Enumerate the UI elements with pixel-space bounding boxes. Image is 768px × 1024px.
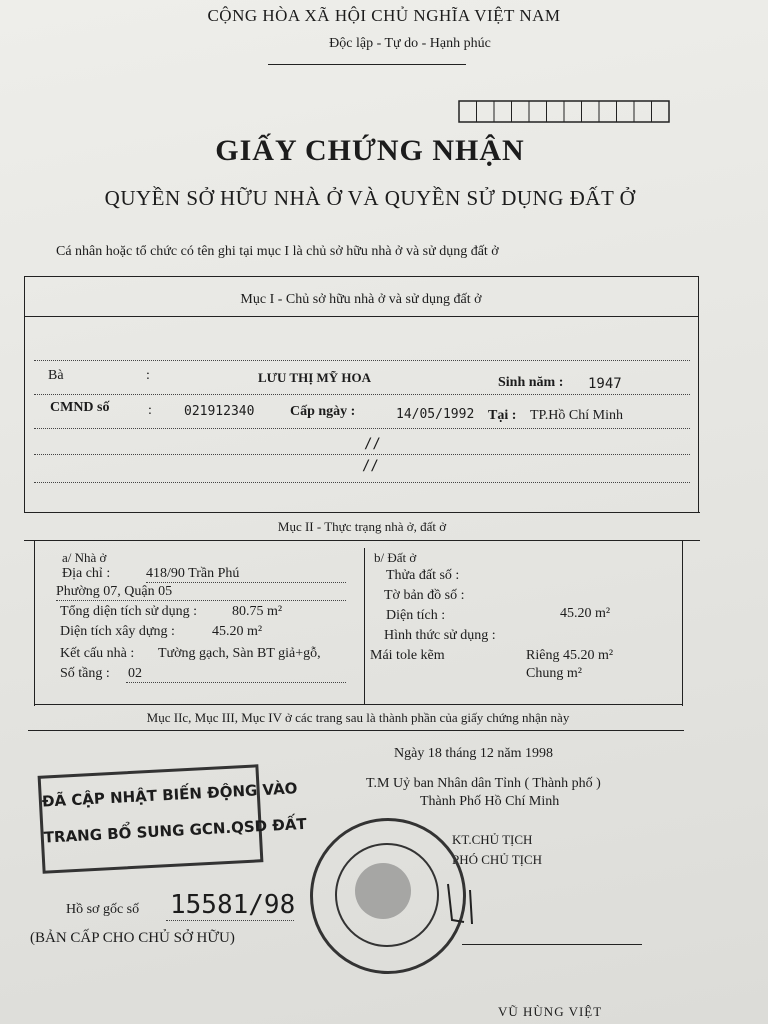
birth-year-value: 1947 (588, 376, 622, 392)
shared-area-value: Chung m² (526, 666, 582, 681)
section1-right-border (698, 276, 699, 512)
usage-form-label: Hình thức sử dụng : (384, 628, 496, 643)
section1-dotted-line (34, 428, 690, 429)
blank-mark: // (362, 458, 379, 474)
update-stamp-line1: ĐÃ CẬP NHẬT BIẾN ĐỘNG VÀO (41, 779, 298, 811)
signature-mark (440, 880, 500, 930)
continuation-note: Mục IIc, Mục III, Mục IV ở các trang sau là thành phần của giấy chứng nhận này (146, 710, 570, 725)
birth-year-label: Sinh năm : (498, 375, 564, 390)
section1-heading-divider (24, 316, 698, 317)
issue-date-label: Cấp ngày : (290, 404, 356, 419)
floors-dotted-line (126, 682, 346, 683)
built-area-label: Diện tích xây dựng : (60, 624, 175, 639)
owner-name: LƯU THỊ MỸ HOA (258, 370, 372, 385)
floors-label: Số tầng : (60, 666, 110, 681)
seal-emblem (355, 863, 411, 919)
total-area-value: 80.75 m² (232, 604, 283, 619)
city-line: Thành Phố Hồ Chí Minh (420, 794, 560, 809)
section2-bottom-divider (34, 704, 682, 705)
committee-line: T.M Uỷ ban Nhân dân Tỉnh ( Thành phố ) (366, 776, 601, 791)
intro-statement: Cá nhân hoặc tổ chức có tên ghi tại mục I là chủ sở hữu nhà ở và sử dụng đất ở (56, 244, 499, 259)
total-area-label: Tổng diện tích sử dụng : (60, 604, 198, 619)
owner-title-label: Bà (48, 368, 64, 383)
chair-line: KT.CHỦ TỊCH (452, 832, 533, 847)
section1-dotted-line (34, 360, 690, 361)
national-motto: Độc lập - Tự do - Hạnh phúc (329, 36, 491, 51)
ward-district-value: Phường 07, Quận 05 (56, 584, 173, 599)
roof-note: Mái tole kẽm (370, 648, 445, 663)
section1-dotted-line (34, 454, 690, 455)
blank-mark: // (364, 436, 381, 452)
section1-heading: Mục I - Chủ sở hữu nhà ở và sử dụng đất ở (240, 292, 482, 307)
id-card-label: CMND số (50, 400, 110, 415)
issue-date-value: 14/05/1992 (396, 407, 475, 422)
ward-dotted-line (56, 600, 346, 601)
section2-right-border (682, 540, 683, 706)
address-dotted-line (146, 582, 346, 583)
map-sheet-label: Tờ bản đồ số : (384, 588, 465, 603)
section2-middle-divider (364, 548, 365, 704)
certificate-title: GIẤY CHỨNG NHẬN (215, 134, 525, 167)
section2-heading-divider (24, 540, 700, 541)
dossier-dotted-line (166, 920, 294, 921)
id-card-number: 021912340 (184, 404, 255, 419)
land-heading: b/ Đất ở (374, 550, 417, 565)
land-area-label: Diện tích : (386, 608, 446, 623)
structure-value: Tường gạch, Sàn BT giả+gỗ, (158, 646, 321, 661)
motto-underline (268, 64, 466, 65)
parcel-number-label: Thửa đất số : (386, 568, 460, 583)
signature-underline (462, 944, 642, 945)
certificate-subtitle: QUYỀN SỞ HỮU NHÀ Ở VÀ QUYỀN SỬ DỤNG ĐẤT Ở (104, 186, 636, 210)
section2-top-border (24, 512, 700, 513)
update-stamp-line2: TRANG BỔ SUNG GCN.QSD ĐẤT (43, 814, 308, 847)
land-area-value: 45.20 m² (560, 606, 611, 621)
section2-bottom-border (28, 730, 684, 731)
signatory-name: VŨ HÙNG VIỆT (498, 1004, 603, 1019)
owner-colon: : (146, 368, 150, 383)
id-colon: : (148, 403, 152, 418)
national-title: CỘNG HÒA XÃ HỘI CHỦ NGHĨA VIỆT NAM (207, 6, 561, 25)
vice-chair-line: PHÓ CHỦ TỊCH (452, 852, 543, 867)
section2-heading: Mục II - Thực trạng nhà ở, đất ở (277, 519, 447, 534)
issue-place-value: TP.Hồ Chí Minh (530, 408, 623, 423)
section2-left-border (34, 540, 35, 706)
dossier-label: Hồ sơ gốc số (66, 902, 140, 917)
address-label: Địa chỉ : (62, 566, 111, 581)
structure-label: Kết cấu nhà : (60, 646, 135, 661)
section1-left-border (24, 276, 25, 512)
issue-date-line: Ngày 18 tháng 12 năm 1998 (394, 746, 554, 761)
floors-value: 02 (128, 666, 142, 681)
dossier-number: 15581/98 (170, 890, 296, 920)
section1-top-border (24, 276, 698, 277)
address-value: 418/90 Trần Phú (146, 566, 240, 581)
issue-place-label: Tại : (488, 408, 517, 423)
owner-copy-note: (BẢN CẤP CHO CHỦ SỞ HỮU) (30, 930, 235, 946)
update-stamp (38, 764, 308, 873)
private-area-value: Riêng 45.20 m² (526, 648, 614, 663)
built-area-value: 45.20 m² (212, 624, 263, 639)
house-heading: a/ Nhà ở (62, 550, 107, 565)
section1-dotted-line (34, 394, 690, 395)
section1-dotted-line (34, 482, 690, 483)
serial-number-boxes (458, 100, 670, 124)
